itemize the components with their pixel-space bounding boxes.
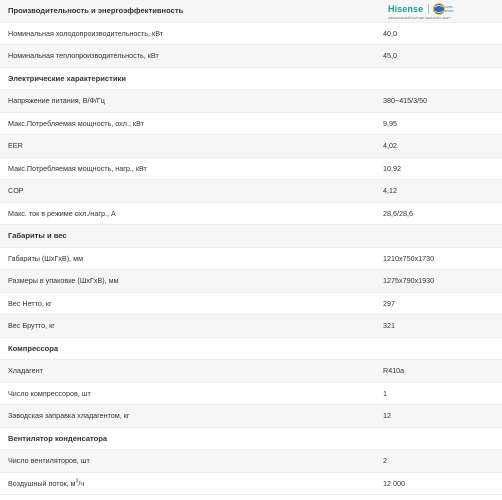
spec-value: 4,02	[383, 141, 397, 151]
spec-label: Номинальная холодопроизводительность, кВт	[8, 28, 164, 38]
brand-name: Hisense	[388, 4, 424, 14]
spec-value: 2	[383, 456, 387, 466]
spec-row	[0, 450, 502, 473]
euro-2020-emblem-icon	[432, 2, 454, 16]
spec-label: Хладагент	[8, 366, 43, 376]
spec-label	[0, 479, 383, 488]
svg-text:UEFA: UEFA	[445, 5, 453, 9]
spec-row	[0, 180, 502, 203]
spec-value: 45,0	[383, 51, 397, 61]
spec-value: 1210x750x1730	[383, 253, 435, 263]
spec-label: Макс.Потребляемая мощность, охл., кВт	[8, 118, 144, 128]
spec-label: Габариты (ШхГхВ), мм	[8, 253, 84, 263]
spec-value: 12 000	[383, 478, 405, 488]
spec-value: 1	[383, 388, 387, 398]
section-compressors	[0, 338, 502, 361]
spec-label: Вес Брутто, кг	[8, 321, 55, 331]
spec-value: R410a	[383, 366, 405, 376]
spec-value: 321	[383, 321, 395, 331]
spec-value: 40,0	[383, 28, 397, 38]
spec-label: Вес Нетто, кг	[8, 298, 52, 308]
spec-row	[0, 203, 502, 226]
section-title: Электрические характеристики	[8, 73, 126, 83]
spec-label-text: Воздушный поток, м	[8, 478, 76, 488]
spec-row	[0, 113, 502, 136]
spec-value: 1275x790x1930	[383, 276, 435, 286]
spec-label: COP	[8, 186, 24, 196]
spec-row	[0, 315, 502, 338]
spec-value: 9,95	[383, 118, 397, 128]
spec-label: EER	[8, 141, 23, 151]
spec-row	[0, 383, 502, 406]
section-dimensions	[0, 225, 502, 248]
spec-row	[0, 248, 502, 271]
spec-value: 297	[383, 298, 395, 308]
spec-row	[0, 270, 502, 293]
spec-label: Число вентиляторов, шт	[8, 456, 90, 466]
spec-label: Заводская заправка хладагентом, кг	[8, 411, 130, 421]
spec-row	[0, 23, 502, 46]
spec-value: 12	[383, 411, 391, 421]
spec-row	[0, 90, 502, 113]
section-title: Компрессора	[8, 343, 59, 353]
spec-label: Макс. ток в режиме охл./нагр., А	[8, 208, 116, 218]
spec-value: 28,6/28,6	[383, 208, 413, 218]
spec-row	[0, 360, 502, 383]
spec-row	[0, 293, 502, 316]
spec-label: Макс.Потребляемая мощность, нагр., кВт	[8, 163, 147, 173]
svg-text:EURO: EURO	[445, 9, 454, 13]
spec-label: Номинальная теплопроизводительность, кВт	[8, 51, 159, 61]
section-condenser-fan	[0, 428, 502, 451]
section-title: Вентилятор конденсатора	[8, 433, 108, 443]
spec-label: Напряжение питания, В/Ф/Гц	[8, 96, 105, 106]
spec-value: 380~415/3/50	[383, 96, 428, 106]
spec-value: 4,12	[383, 186, 397, 196]
spec-row	[0, 473, 502, 496]
spec-value: 10,92	[383, 163, 401, 173]
spec-row	[0, 405, 502, 428]
spec-row	[0, 135, 502, 158]
section-title: Габариты и вес	[8, 231, 67, 241]
superscript: 3	[75, 478, 79, 485]
hisense-logo	[386, 1, 496, 22]
section-electrical	[0, 68, 502, 91]
section-title: Производительность и энергоэффективность	[8, 6, 184, 16]
spec-label: Размеры в упаковке (ШхГхВ), мм	[8, 276, 119, 286]
logo-tagline: ОФИЦИАЛЬНЫЙ ПАРТНЕР UEFA EURO 2020™	[388, 16, 451, 20]
logo-divider	[428, 4, 429, 14]
spec-row	[0, 45, 502, 68]
spec-row	[0, 158, 502, 181]
spec-label: Число компрессоров, шт	[8, 388, 91, 398]
spec-label-suffix: /ч	[78, 478, 85, 488]
